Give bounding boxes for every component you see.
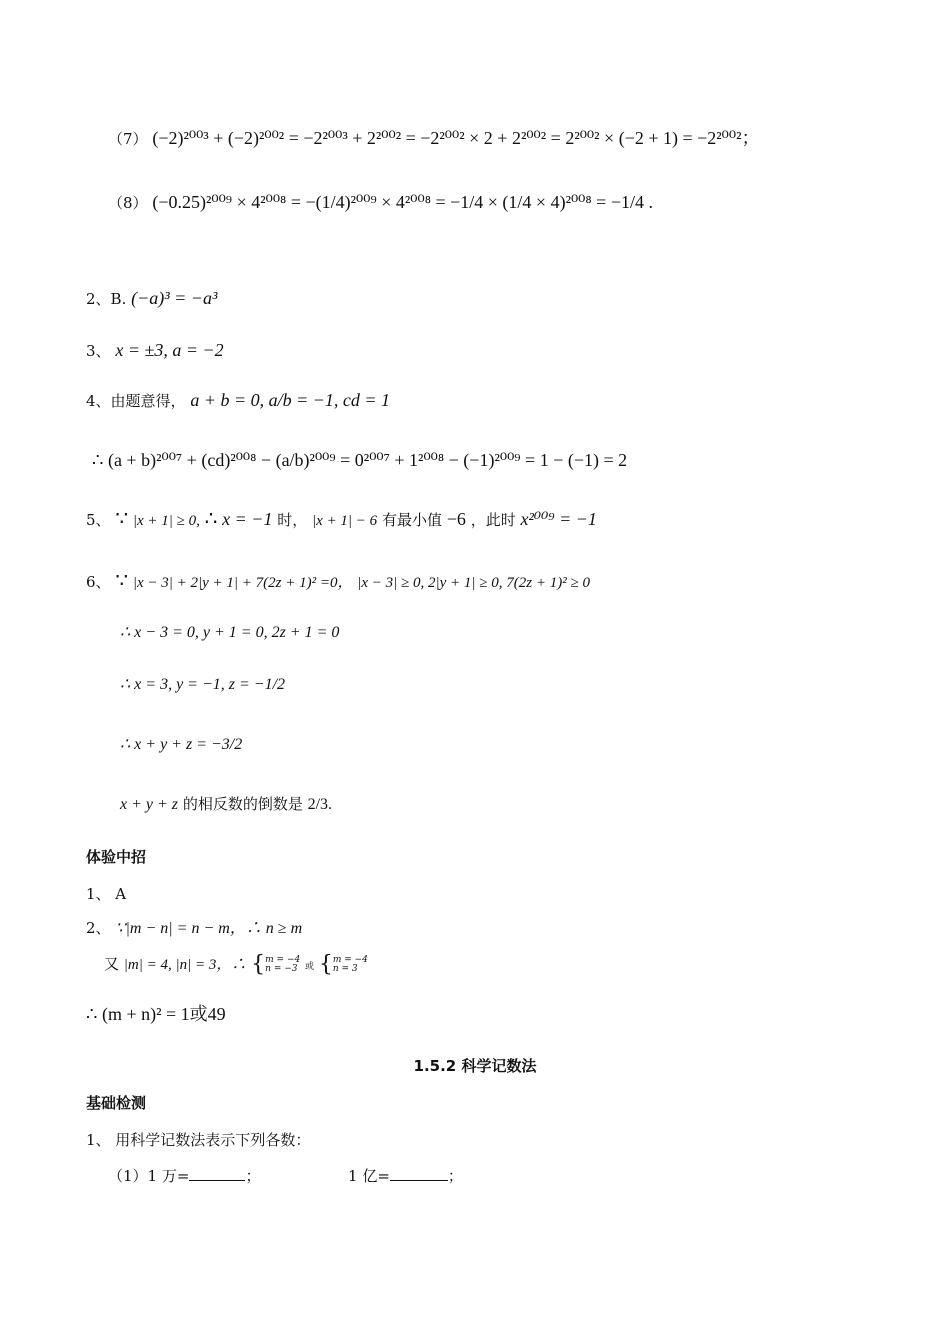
- question-2-expression: (−a)³ = −a³: [131, 288, 218, 308]
- question-4-label: 4、由题意得，: [86, 392, 186, 410]
- question-6-step-2: [120, 674, 285, 695]
- item-7-label: （7）: [108, 130, 148, 148]
- question-6-label: 6、: [86, 573, 111, 591]
- answer-blank-2[interactable]: [390, 1166, 448, 1181]
- brace-case-1: { m = −4 n = −3: [251, 952, 301, 977]
- question-6-condition-2: |x − 3| ≥ 0, 2|y + 1| ≥ 0, 7(2z + 1)² ≥ 0: [357, 575, 590, 591]
- experience-2-label: 2、: [86, 919, 111, 937]
- question-5-then: ，此时: [470, 511, 516, 529]
- question-5: [86, 508, 597, 531]
- item-8-label: （8）: [108, 194, 148, 212]
- question-4-therefore-expression: ∴ (a + b)²⁰⁰⁷ + (cd)²⁰⁰⁸ − (a/b)²⁰⁰⁹ = 0²⁰⁰⁷ + 1²⁰⁰⁸ − (−1)²⁰⁰⁹ = 1 − (−1) = 2: [92, 450, 628, 470]
- or-word: 或: [305, 962, 315, 972]
- question-6-step-1: [120, 622, 339, 643]
- item-8: [108, 192, 653, 213]
- sub-1-label: （1）1 万=: [108, 1167, 190, 1185]
- experience-2-line-2: [104, 954, 368, 975]
- sub-2-label: 1 亿=: [348, 1167, 390, 1185]
- question-5-condition: |x + 1| ≥ 0,: [132, 513, 200, 529]
- section-title: 1.5.2 科学记数法: [413, 1057, 537, 1075]
- question-6-step-1-text: ∴ x − 3 = 0, y + 1 = 0, 2z + 1 = 0: [120, 624, 340, 641]
- because-symbol: ∵: [115, 506, 129, 530]
- basic-question-1-sub: [108, 1166, 463, 1186]
- question-6-step-3-text: ∴ x + y + z = −3/2: [120, 736, 243, 753]
- section-heading-experience: 体验中招: [86, 848, 147, 866]
- question-5-when: 时，: [277, 511, 308, 529]
- question-6-step-4: [120, 794, 332, 815]
- question-6-step-3: [120, 734, 242, 755]
- experience-1: 1、 A: [86, 885, 127, 903]
- answer-blank-1[interactable]: [189, 1166, 245, 1181]
- experience-2-result-text: ∴ (m + n)² = 1或49: [86, 1004, 226, 1024]
- experience-2-result: [86, 1004, 226, 1025]
- item-8-expression: (−0.25)²⁰⁰⁹ × 4²⁰⁰⁸ = −(1/4)²⁰⁰⁹ × 4²⁰⁰⁸ = −1/4 × (1/4 × 4)²⁰⁰⁸ = −1/4 .: [152, 192, 653, 212]
- sub-1-end: ；: [245, 1167, 261, 1185]
- question-3: [86, 340, 224, 361]
- sub-2-end: ；: [447, 1167, 463, 1185]
- experience-2: [86, 918, 302, 939]
- question-6-step-2-text: ∴ x = 3, y = −1, z = −1/2: [120, 676, 286, 693]
- question-5-expression: |x + 1| − 6: [312, 513, 378, 529]
- item-7: [108, 128, 760, 149]
- question-2: [86, 288, 217, 309]
- question-5-label: 5、: [86, 511, 111, 529]
- question-5-x-value: x = −1: [222, 509, 273, 529]
- brace-case-2: { m = −4 n = 3: [318, 952, 368, 977]
- question-3-expression: x = ±3, a = −2: [115, 340, 224, 360]
- question-5-min-value: −6: [446, 509, 466, 529]
- basic-question-1: 1、 用科学记数法表示下列各数：: [86, 1131, 311, 1149]
- experience-2-line-1: ∵|m − n| = n − m，∴ n ≥ m: [115, 920, 303, 937]
- brace-case-2-n: n = 3: [332, 964, 358, 974]
- section-heading-basic: 基础检测: [86, 1094, 147, 1112]
- question-6-step-4-value: 2/3.: [307, 796, 333, 813]
- question-4: [86, 390, 390, 411]
- question-6-condition: |x − 3| + 2|y + 1| + 7(2z + 1)² =0，: [132, 575, 353, 591]
- because-symbol: ∵: [115, 568, 129, 592]
- question-6: [86, 570, 590, 593]
- brace-case-1-n: n = −3: [265, 964, 298, 974]
- therefore-symbol: ∴: [204, 506, 218, 530]
- question-4-expression: a + b = 0, a/b = −1, cd = 1: [190, 390, 391, 410]
- question-5-min-word: 有最小值: [381, 511, 442, 529]
- question-2-label: 2、B.: [86, 290, 127, 308]
- experience-2-prefix: 又: [104, 955, 120, 973]
- brace-case-1-m: m = −4: [265, 955, 301, 965]
- question-6-step-4-text: 的相反数的倒数是: [182, 795, 303, 813]
- item-7-expression: (−2)²⁰⁰³ + (−2)²⁰⁰² = −2²⁰⁰³ + 2²⁰⁰² = −2²⁰⁰² × 2 + 2²⁰⁰² = 2²⁰⁰² × (−2 + 1) = −2²⁰⁰²；: [152, 128, 760, 148]
- question-4-therefore: [92, 450, 627, 471]
- question-6-step-4-prefix: x + y + z: [120, 796, 179, 813]
- question-3-label: 3、: [86, 342, 111, 360]
- brace-case-2-m: m = −4: [332, 955, 368, 965]
- question-5-result: x²⁰⁰⁹ = −1: [520, 509, 597, 529]
- experience-2-condition: |m| = 4, |n| = 3，∴: [123, 957, 247, 973]
